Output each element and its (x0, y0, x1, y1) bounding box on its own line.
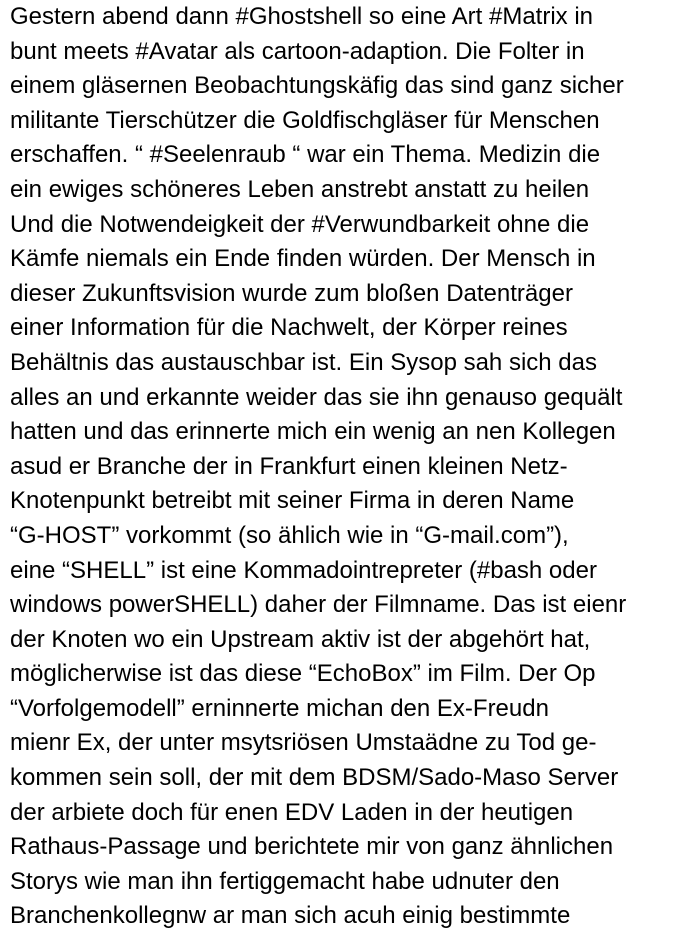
text-line-3: einem gläsernen Beobachtungskäfig das sind ganz sicher (10, 72, 624, 100)
text-line-6: ein ewiges schöneres Leben anstrebt anstatt zu heilen (10, 175, 590, 203)
text-line-11: Behältnis das austauschbar ist. Ein Sysop sah sich das (10, 348, 597, 376)
text-line-2: bunt meets #Avatar als cartoon-adaption. Die Folter in (10, 37, 585, 65)
text-line-27: Branchenkollegnw ar man sich acuh einig bestimmte (10, 902, 571, 930)
text-line-21: “Vorfolgemodell” erninnerte michan den Ex-Freudn (10, 694, 549, 722)
text-line-4: militante Tierschützer die Goldfischgläser für Menschen (10, 106, 600, 134)
text-line-24: der arbiete doch für enen EDV Laden in der heutigen (10, 798, 574, 826)
text-line-1: Gestern abend dann #Ghostshell so eine Art #Matrix in (10, 3, 594, 30)
text-line-15: Knotenpunkt betreibt mit seiner Firma in deren Name (10, 487, 575, 515)
document-page (10, 0, 680, 940)
text-line-22: mienr Ex, der unter msytsriösen Umstaädne zu Tod ge- (10, 729, 597, 757)
text-line-14: asud er Branche der in Frankfurt einen kleinen Netz- (10, 452, 568, 480)
text-line-17: eine “SHELL” ist eine Kommadointrepreter (#bash oder (10, 556, 597, 584)
text-line-7: Und die Notwendeigkeit der #Verwundbarkeit ohne die (10, 210, 590, 238)
text-line-20: möglicherwise ist das diese “EchoBox” im Film. Der Op (10, 660, 596, 688)
text-line-19: der Knoten wo ein Upstream aktiv ist der abgehört hat, (10, 625, 591, 653)
text-line-23: kommen sein soll, der mit dem BDSM/Sado-Maso Server (10, 764, 619, 792)
text-line-13: hatten und das erinnerte mich ein wenig an nen Kollegen (10, 418, 616, 446)
text-line-16: “G-HOST” vorkommt (so ählich wie in “G-mail.com”), (10, 521, 569, 549)
text-line-18: windows powerSHELL) daher der Filmname. Das ist eienr (10, 591, 627, 619)
text-line-10: einer Information für die Nachwelt, der Körper reines (10, 314, 568, 342)
text-line-9: dieser Zukunftsvision wurde zum bloßen Datenträger (10, 279, 573, 307)
text-line-26: Storys wie man ihn fertiggemacht habe udnuter den (10, 867, 560, 895)
text-line-8: Kämfe niemals ein Ende finden würden. Der Mensch in (10, 245, 596, 273)
text-line-5: erschaffen. “ #Seelenraub “ war ein Thema. Medizin die (10, 141, 601, 169)
text-line-25: Rathaus-Passage und berichtete mir von ganz ähnlichen (10, 833, 614, 861)
text-line-12: alles an und erkannte weider das sie ihn genauso gequält (10, 383, 623, 411)
